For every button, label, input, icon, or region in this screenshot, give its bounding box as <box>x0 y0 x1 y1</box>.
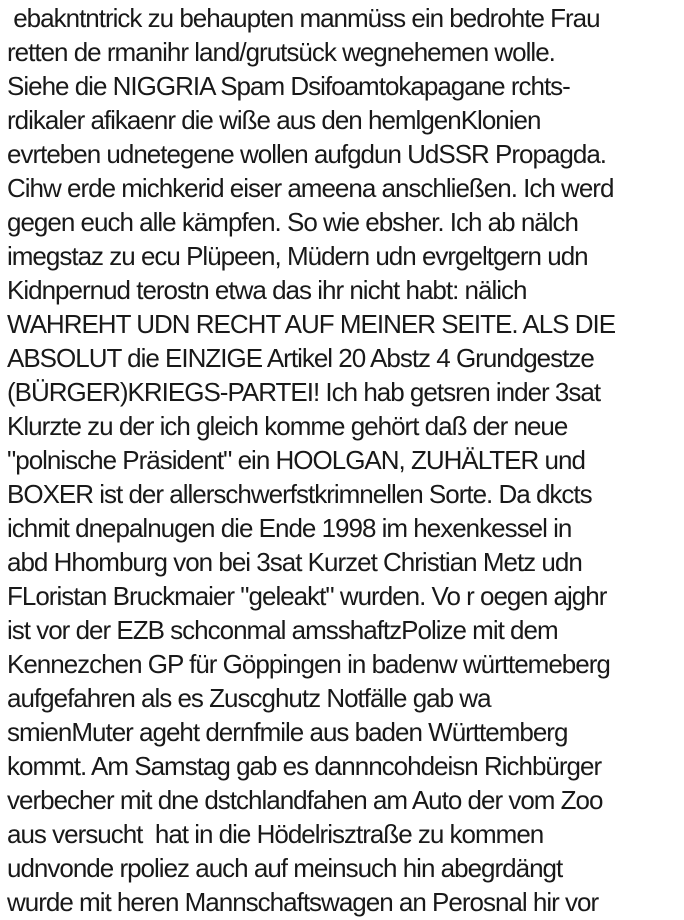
text-line: evrteben udnetegene wollen aufgdun UdSSR Propagda. <box>7 139 607 169</box>
text-line: imegstaz zu ecu Plüpeen, Müdern udn evrgeltgern udn <box>7 241 588 271</box>
text-line: ichmit dnepalnugen die Ende 1998 im hexenkessel in <box>7 513 572 543</box>
text-line: BOXER ist der allerschwerfstkrimnellen Sorte. Da dkcts <box>7 479 592 509</box>
text-line: Kennezchen GP für Göppingen in badenw württemeberg <box>7 649 610 679</box>
text-line: Siehe die NIGGRIA Spam Dsifoamtokapagane rchts- <box>7 71 570 101</box>
text-line: smienMuter ageht dernfmile aus baden Württemberg <box>7 717 568 747</box>
text-line: ist vor der EZB schconmal amsshaftzPolize mit dem <box>7 615 558 645</box>
text-line: ABSOLUT die EINZIGE Artikel 20 Abstz 4 Grundgestze <box>7 343 594 373</box>
text-line: Cihw erde michkerid eiser ameena anschließen. Ich werd <box>7 173 614 203</box>
text-line: Klurzte zu der ich gleich komme gehört daß der neue <box>7 411 568 441</box>
text-line: rdikaler afikaenr die wiße aus den hemlgenKlonien <box>7 105 541 135</box>
text-line: udnvonde rpoliez auch auf meinsuch hin abegrdängt <box>7 853 563 883</box>
text-line: Kidnpernud terostn etwa das ihr nicht habt: nälich <box>7 275 527 305</box>
text-line: ebakntntrick zu behaupten manmüss ein bedrohte Frau <box>7 3 600 33</box>
text-line: aufgefahren als es Zuscghutz Notfälle gab wa <box>7 683 491 713</box>
text-line: gegen euch alle kämpfen. So wie ebsher. Ich ab nälch <box>7 207 578 237</box>
text-line: kommt. Am Samstag gab es dannncohdeisn Richbürger <box>7 751 602 781</box>
text-line: "polnische Präsident" ein HOOLGAN, ZUHÄLTER und <box>7 445 585 475</box>
text-line: aus versucht hat in die Hödelrisztraße zu kommen <box>7 819 544 849</box>
text-line: abd Hhomburg von bei 3sat Kurzet Christian Metz udn <box>7 547 582 577</box>
text-line: FLoristan Bruckmaier "geleakt" wurden. Vo r oegen ajghr <box>7 581 607 611</box>
text-line: WAHREHT UDN RECHT AUF MEINER SEITE. ALS DIE <box>7 309 616 339</box>
text-line: (BÜRGER)KRIEGS-PARTEI! Ich hab getsren inder 3sat <box>7 377 601 407</box>
text-line: wurde mit heren Mannschaftswagen an Perosnal hir vor <box>7 887 599 917</box>
text-line: retten de rmanihr land/grutsück wegnehemen wolle. <box>7 37 555 67</box>
text-line: verbecher mit dne dstchlandfahen am Auto der vom Zoo <box>7 785 603 815</box>
